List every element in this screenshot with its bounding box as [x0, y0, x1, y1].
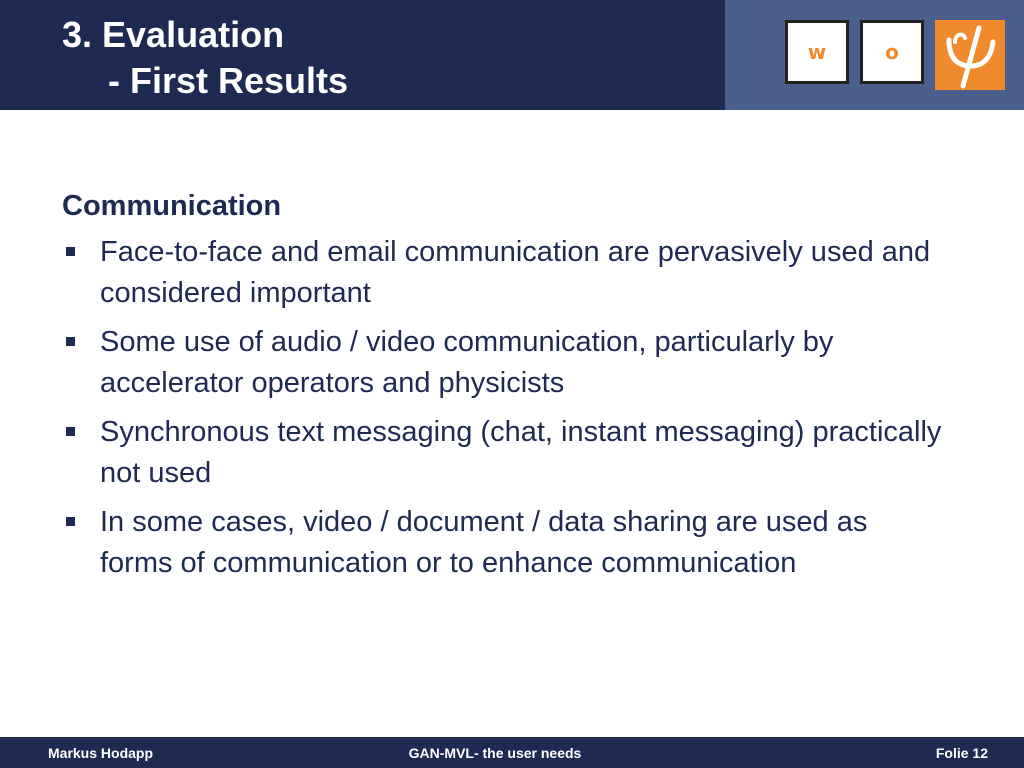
square-bullet-icon	[66, 337, 75, 346]
bullet-text: Face-to-face and email communication are pervasively used and considered important	[100, 236, 931, 309]
footer-author: Markus Hodapp	[48, 745, 154, 761]
bullet-item	[62, 502, 942, 584]
footer-bar	[0, 737, 1024, 768]
slide-content	[62, 186, 942, 592]
title-line-1: 3. Evaluation	[62, 14, 285, 55]
logo-panel	[725, 0, 1024, 110]
bullet-list	[62, 232, 942, 584]
logo-box-o	[860, 20, 924, 84]
footer-slide-number: Folie 12	[935, 745, 988, 761]
psi-symbol-icon	[935, 20, 1005, 90]
title-line-2: - First Results	[108, 60, 349, 101]
header-bar	[0, 0, 1024, 110]
section-heading: Communication	[62, 190, 282, 222]
bullet-item	[62, 322, 942, 404]
footer-title: GAN-MVL- the user needs	[408, 745, 582, 761]
square-bullet-icon	[66, 247, 75, 256]
bullet-item	[62, 412, 942, 494]
bullet-text: Synchronous text messaging (chat, instant messaging) practically not used	[100, 416, 942, 489]
square-bullet-icon	[66, 427, 75, 436]
bullet-text: Some use of audio / video communication, particularly by accelerator operators and physicists	[100, 326, 834, 399]
slide-title	[62, 12, 348, 104]
logo-letter-w: w	[807, 40, 827, 64]
bullet-item	[62, 232, 942, 314]
logo-letter-o: o	[885, 40, 899, 64]
logo-box-w	[785, 20, 849, 84]
bullet-text: In some cases, video / document / data sharing are used as forms of communication or to enhance communication	[100, 506, 868, 579]
square-bullet-icon	[66, 517, 75, 526]
psi-logo-icon	[935, 20, 1005, 90]
